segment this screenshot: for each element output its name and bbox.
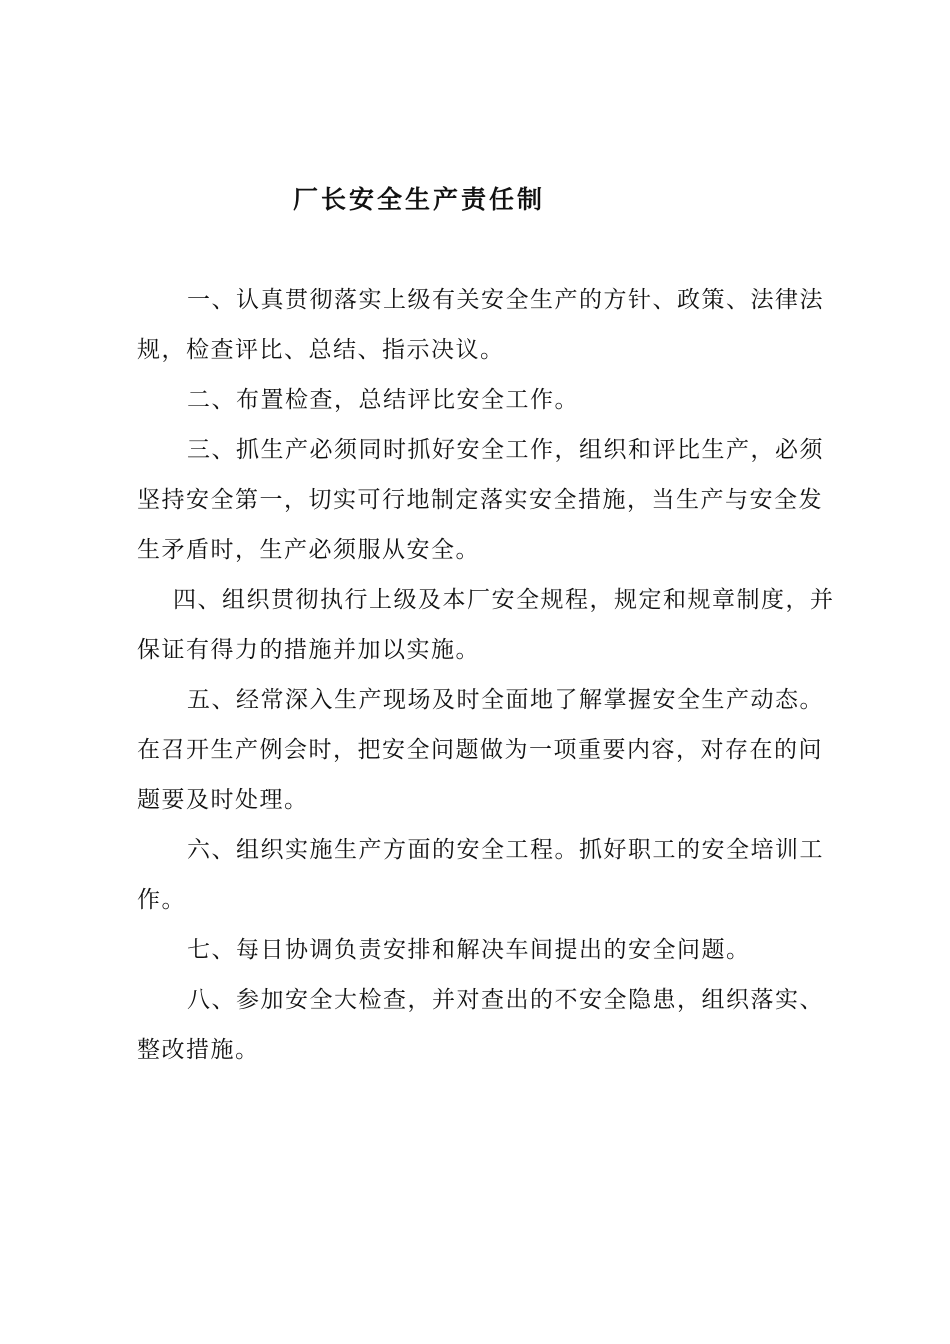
paragraph-4: 四、组织贯彻执行上级及本厂安全规程，规定和规章制度，并保证有得力的措施并加以实施。 [137,587,835,663]
paragraph-2: 二、布置检查，总结评比安全工作。 [187,387,579,413]
paragraph-3: 三、抓生产必须同时抓好安全工作，组织和评比生产，必须坚持安全第一，切实可行地制定落实安全措施，当生产与安全发生矛盾时，生产必须服从安全。 [137,437,824,563]
document-body [137,275,842,1075]
document-title: 厂长安全生产责任制 [293,185,546,214]
paragraph-1: 一、认真贯彻落实上级有关安全生产的方针、政策、法律法规，检查评比、总结、指示决议。 [137,287,824,363]
paragraph-7: 七、每日协调负责安排和解决车间提出的安全问题。 [187,937,751,963]
paragraph-5: 五、经常深入生产现场及时全面地了解掌握安全生产动态。在召开生产例会时，把安全问题做为一项重要内容，对存在的问题要及时处理。 [137,687,824,813]
paragraph-8: 八、参加安全大检查，并对查出的不安全隐患，组织落实、整改措施。 [137,987,824,1063]
paragraph-6: 六、组织实施生产方面的安全工程。抓好职工的安全培训工作。 [137,837,824,913]
